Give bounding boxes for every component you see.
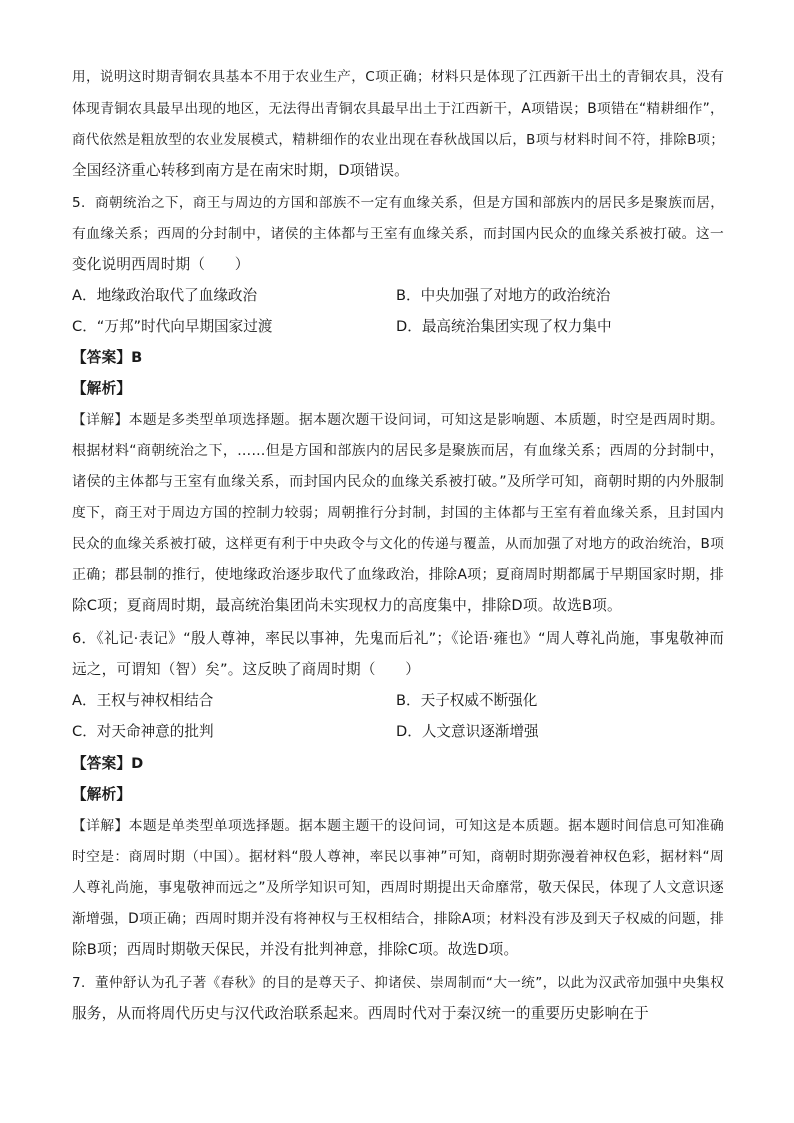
- q5-stem-line-2: 有血缘关系；西周的分封制中，诸侯的主体都与王室有血缘关系，而封国内民众的血缘关系被打破。这一: [72, 226, 724, 242]
- prev-analysis-line-1: 用，说明这时期青铜农具基本不用于农业生产，C项正确；材料只是体现了江西新干出土的青铜农具，没有: [72, 69, 724, 85]
- q5-answer: 【答案】B: [72, 349, 143, 366]
- q6-detail-line-1: 【详解】本题是单类型单项选择题。据本题主题干的设问词，可知这是本质题。据本题时间信息可知准确: [72, 818, 724, 834]
- q5-option-c: C．“万邦”时代向早期国家过渡: [72, 318, 273, 335]
- q6-option-a: A．王权与神权相结合: [72, 692, 214, 709]
- q6-option-b: B．天子权威不断强化: [396, 692, 538, 709]
- q6-detail-line-2: 时空是：商周时期（中国）。据材料“殷人尊神，率民以事神”可知，商朝时期弥漫着神权色彩，据材料“周: [72, 849, 724, 865]
- q5-detail-line-4: 度下，商王对于周边方国的控制力较弱；周朝推行分封制，封国的主体都与王室有着血缘关系，且封国内: [72, 505, 724, 521]
- prev-analysis-line-3: 商代依然是粗放型的农业发展模式，精耕细作的农业出现在春秋战国以后，B项与材料时间不符，排除B项；: [72, 133, 724, 148]
- q5-detail-line-2: 根据材料“商朝统治之下，……但是方国和部族内的居民多是聚族而居，有血缘关系；西周的分封制中，: [72, 443, 724, 459]
- q5-option-b: B．中央加强了对地方的政治统治: [396, 287, 611, 304]
- q5-detail-line-1: 【详解】本题是多类型单项选择题。据本题次题干设问词，可知这是影响题、本质题，时空是西周时期。: [72, 412, 724, 428]
- prev-analysis-line-2: 体现青铜农具最早出现的地区，无法得出青铜农具最早出土于江西新干，A项错误；B项错在“精耕细作”，: [72, 101, 724, 117]
- prev-analysis-line-4: 全国经济重心转移到南方是在南宋时期，D项错误。: [72, 162, 409, 179]
- q5-option-a: A．地缘政治取代了血缘政治: [72, 287, 258, 304]
- q6-option-c: C．对天命神意的批判: [72, 723, 214, 740]
- q6-option-d: D．人文意识逐渐增强: [396, 723, 539, 740]
- q6-stem-line-2: 远之，可谓知（智）矣”。这反映了商周时期（ ）: [72, 661, 421, 678]
- q5-option-d: D．最高统治集团实现了权力集中: [396, 318, 612, 335]
- q6-analysis-label: 【解析】: [72, 786, 132, 803]
- q5-detail-line-5: 民众的血缘关系被打破，这样更有利于中央政令与文化的传递与覆盖，从而加强了对地方的政治统治，B项: [72, 536, 724, 552]
- q5-stem-line-3: 变化说明西周时期（ ）: [72, 256, 250, 273]
- q5-analysis-label: 【解析】: [72, 380, 132, 397]
- q7-stem-line-1: 7．董仲舒认为孔子著《春秋》的目的是尊天子、抑诸侯、崇周制而“大一统”，以此为汉武帝加强中央集权: [72, 975, 724, 991]
- q5-detail-line-3: 诸侯的主体都与王室有血缘关系，而封国内民众的血缘关系被打破。”及所学可知，商朝时期的内外服制: [72, 474, 724, 490]
- q6-detail-line-4: 渐增强，D项正确；西周时期并没有将神权与王权相结合，排除A项；材料没有涉及到天子权威的问题，排: [72, 911, 724, 927]
- q6-detail-line-5: 除B项；西周时期敬天保民，并没有批判神意，排除C项。故选D项。: [72, 941, 519, 958]
- q6-stem-line-1: 6．《礼记·表记》“殷人尊神，率民以事神，先鬼而后礼”；《论语·雍也》“周人尊礼尚施，事鬼敬神而: [72, 630, 724, 647]
- q5-detail-line-6: 正确；郡县制的推行，使地缘政治逐步取代了血缘政治，排除A项；夏商周时期都属于早期国家时期，排: [72, 567, 724, 583]
- q7-stem-line-2: 服务，从而将周代历史与汉代政治联系起来。西周时代对于秦汉统一的重要历史影响在于: [72, 1005, 649, 1022]
- q6-answer: 【答案】D: [72, 755, 144, 772]
- q5-stem-line-1: 5．商朝统治之下，商王与周边的方国和部族不一定有血缘关系，但是方国和部族内的居民多是聚族而居，: [72, 195, 724, 211]
- q5-detail-line-7: 除C项；夏商周时期，最高统治集团尚未实现权力的高度集中，排除D项。故选B项。: [72, 597, 622, 614]
- q6-detail-line-3: 人尊礼尚施，事鬼敬神而远之”及所学知识可知，西周时期提出天命靡常，敬天保民，体现了人文意识逐: [72, 880, 724, 896]
